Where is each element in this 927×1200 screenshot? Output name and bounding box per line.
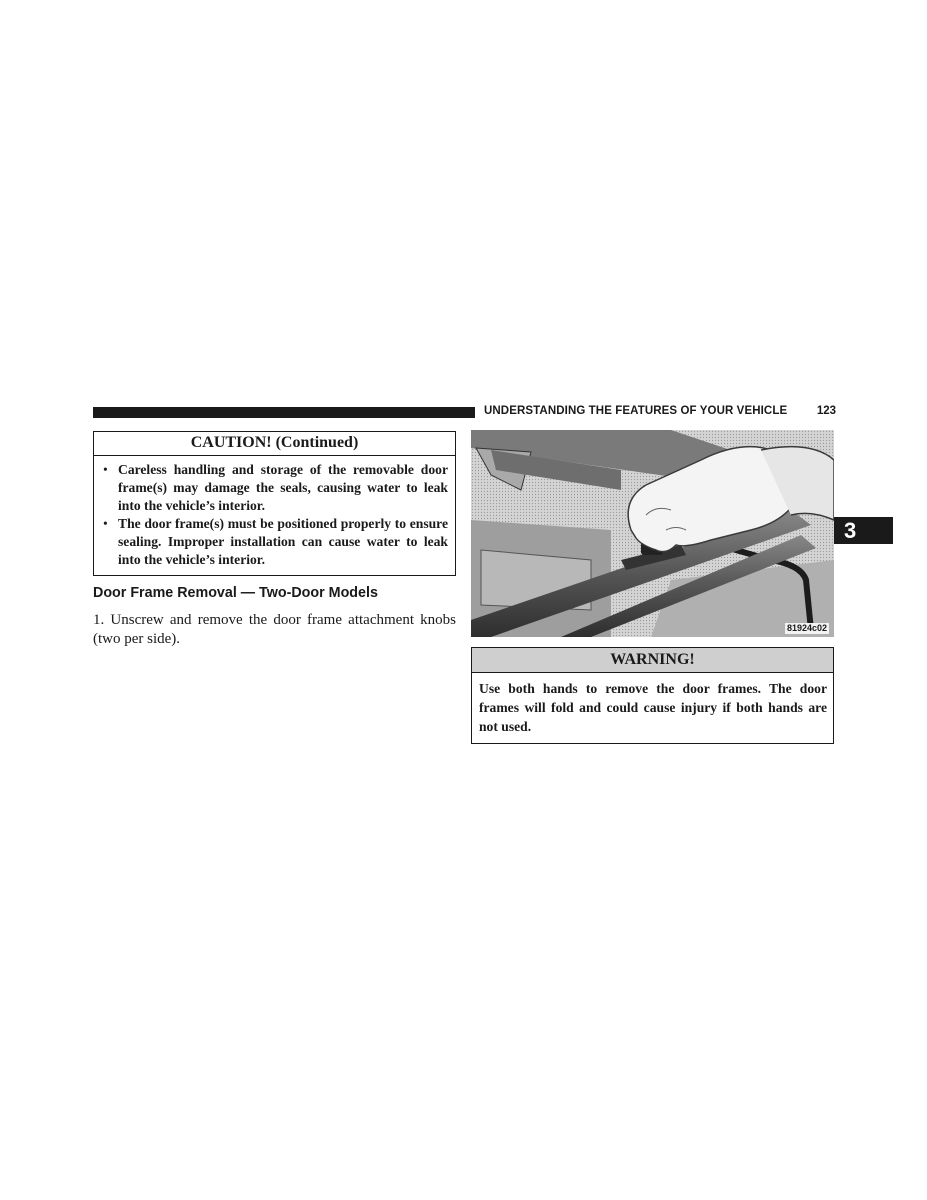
- caution-item: [101, 515, 448, 569]
- bullet-icon: •: [103, 462, 108, 477]
- caution-item-text: The door frame(s) must be positioned properly to ensure sealing. Improper installation can cause water to leak into the vehicle’s interior.: [118, 516, 448, 567]
- caution-list: [94, 456, 455, 569]
- running-header: UNDERSTANDING THE FEATURES OF YOUR VEHICLE: [484, 405, 788, 417]
- warning-box: [471, 647, 834, 744]
- door-frame-illustration: [471, 430, 834, 637]
- page-number: 123: [816, 405, 836, 417]
- warning-title: WARNING!: [472, 648, 833, 673]
- bullet-icon: •: [103, 516, 108, 531]
- caution-item-text: Careless handling and storage of the removable door frame(s) may damage the seals, causing water to leak into the vehicle’s interior.: [118, 462, 448, 513]
- caution-box: [93, 431, 456, 576]
- door-frame-knob-image: [471, 430, 834, 637]
- caution-item: [101, 461, 448, 515]
- figure-label: 81924c02: [786, 623, 827, 633]
- chapter-tab: 3: [833, 517, 893, 544]
- caution-title: CAUTION! (Continued): [94, 432, 455, 456]
- step-1-text: 1. Unscrew and remove the door frame attachment knobs (two per side).: [93, 612, 456, 647]
- warning-text: Use both hands to remove the door frames. The door frames will fold and could cause injury if both hands are not used.: [479, 681, 827, 734]
- header-rule: [93, 407, 475, 418]
- section-heading: Door Frame Removal — Two-Door Models: [93, 585, 378, 601]
